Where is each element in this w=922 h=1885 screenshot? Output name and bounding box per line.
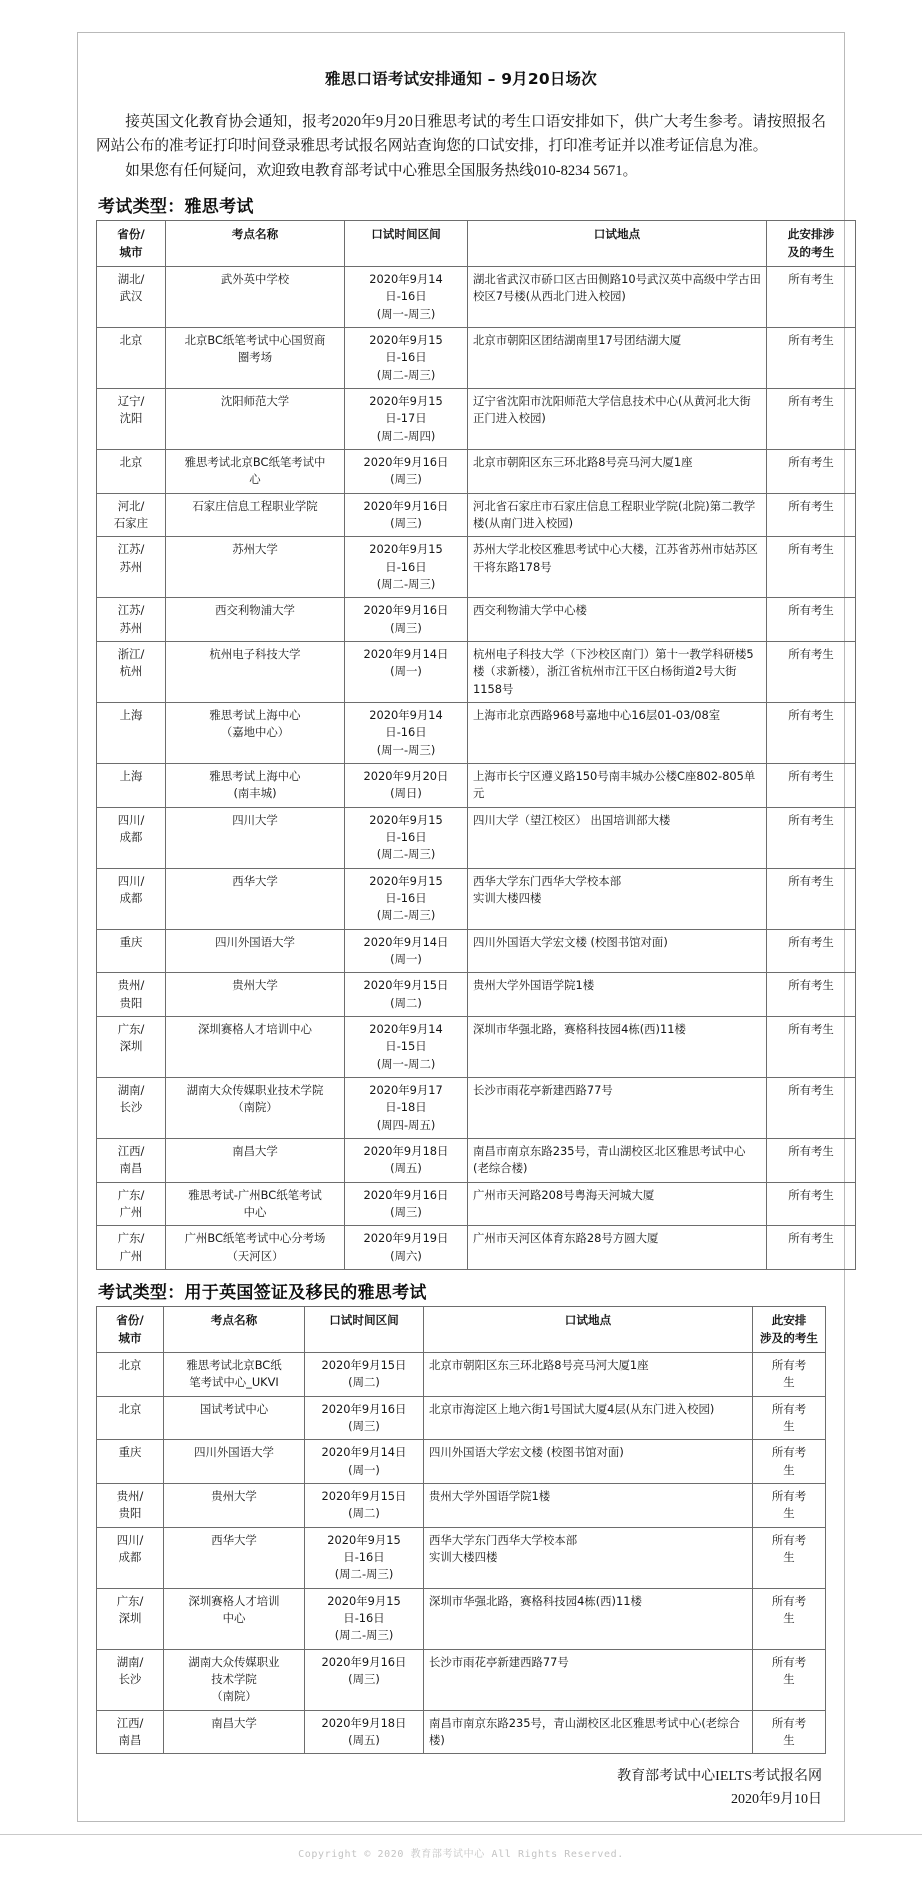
cell-province-city: 重庆 [97, 929, 166, 973]
section-heading-ielts: 考试类型：雅思考试 [98, 196, 254, 216]
cell-site-name: 杭州电子科技大学 [166, 642, 345, 703]
cell-province-city: 广东/ 广州 [97, 1182, 166, 1226]
cell-province-city: 四川/ 成都 [97, 868, 166, 929]
cell-site-name: 北京BC纸笔考试中心国贸商 圈考场 [166, 328, 345, 389]
cell-site-name: 雅思考试-广州BC纸笔考试 中心 [166, 1182, 345, 1226]
table-row [97, 929, 856, 973]
cell-site-name: 苏州大学 [166, 537, 345, 598]
cell-time-range: 2020年9月15 日-16日 (周二-周三) [345, 807, 468, 868]
cell-weekday: (周日) [390, 786, 422, 801]
cell-site-name: 四川大学 [166, 807, 345, 868]
col-cand-line2: 及的考生 [787, 244, 835, 259]
signature-date: 2020年9月10日 [731, 1791, 822, 1807]
cell-time-range: 2020年9月18日 (周五) [345, 1138, 468, 1182]
cell-province-city: 广东/ 广州 [97, 1226, 166, 1270]
cell-time-range: 2020年9月16日 (周三) [345, 598, 468, 642]
cell-candidates: 所有考生 [767, 450, 856, 494]
cell-province-city: 重庆 [97, 1440, 164, 1484]
cell-province-city: 江苏/ 苏州 [97, 598, 166, 642]
table-row [97, 703, 856, 764]
cell-time-range: 2020年9月14日 (周一) [305, 1440, 424, 1484]
table-row [97, 642, 856, 703]
cell-candidates: 所有考生 [767, 1182, 856, 1226]
cell-province-city: 浙江/ 杭州 [97, 642, 166, 703]
table-row [97, 1649, 826, 1710]
table-row [97, 450, 856, 494]
cell-location: 南昌市南京东路235号，青山湖校区北区雅思考试中心(老综合楼) [468, 1138, 767, 1182]
cell-location: 河北省石家庄市石家庄信息工程职业学院(北院)第二教学楼(从南门进入校园) [468, 493, 767, 537]
cell-location: 深圳市华强北路，赛格科技园4栋(西)11楼 [424, 1588, 753, 1649]
cell-location: 北京市朝阳区东三环北路8号亮马河大厦1座 [424, 1353, 753, 1397]
table-row [97, 807, 856, 868]
cell-location: 南昌市南京东路235号，青山湖校区北区雅思考试中心(老综合楼) [424, 1710, 753, 1754]
cell-location: 贵州大学外国语学院1楼 [468, 973, 767, 1017]
cell-province-city: 江苏/ 苏州 [97, 537, 166, 598]
cell-weekday: (周二-周三) [376, 908, 436, 923]
table-row [97, 1138, 856, 1182]
page-title: 雅思口语考试安排通知 – 9月20日场次 [325, 70, 597, 88]
table-row [97, 1182, 856, 1226]
cell-province-city: 江西/ 南昌 [97, 1710, 164, 1754]
cell-time-range: 2020年9月15 日-16日 (周二-周三) [345, 328, 468, 389]
cell-province-city: 北京 [97, 1396, 164, 1440]
cell-candidates: 所有考生 [767, 703, 856, 764]
cell-candidates: 所有考生 [767, 1077, 856, 1138]
cell-province-city: 广东/ 深圳 [97, 1016, 166, 1077]
cell-weekday: (周一-周二) [376, 1056, 436, 1071]
table-row [97, 267, 856, 328]
cell-location: 长沙市雨花亭新建西路77号 [424, 1649, 753, 1710]
cell-location: 湖北省武汉市硚口区古田侧路10号武汉英中高级中学古田校区7号楼(从西北门进入校园) [468, 267, 767, 328]
cell-location: 苏州大学北校区雅思考试中心大楼，江苏省苏州市姑苏区干将东路178号 [468, 537, 767, 598]
table-row [97, 764, 856, 808]
cell-province-city: 北京 [97, 1353, 164, 1397]
cell-weekday: (周一) [348, 1462, 380, 1477]
cell-site-name: 深圳赛格人才培训 中心 [164, 1588, 305, 1649]
cell-candidates: 所有考生 [767, 1016, 856, 1077]
cell-province-city: 江西/ 南昌 [97, 1138, 166, 1182]
col-prov-line2: 城市 [118, 1330, 142, 1345]
cell-candidates: 所有考生 [767, 642, 856, 703]
cell-candidates: 所有考生 [767, 328, 856, 389]
cell-site-name: 雅思考试北京BC纸 笔考试中心_UKVI [164, 1353, 305, 1397]
table-row [97, 493, 856, 537]
cell-site-name: 沈阳师范大学 [166, 389, 345, 450]
cell-location: 长沙市雨花亭新建西路77号 [468, 1077, 767, 1138]
col-cand-line1: 此安排 [771, 1312, 807, 1327]
cell-time-range: 2020年9月16日 (周三) [305, 1396, 424, 1440]
cell-weekday: (周二-周四) [376, 428, 436, 443]
cell-weekday: (周一) [390, 951, 422, 966]
cell-location: 四川外国语大学宏文楼 (校图书馆对面) [424, 1440, 753, 1484]
cell-site-name: 西交利物浦大学 [166, 598, 345, 642]
cell-weekday: (周二-周三) [376, 577, 436, 592]
cell-time-range: 2020年9月16日 (周三) [345, 1182, 468, 1226]
column-header-province-city [97, 1306, 164, 1352]
signature-org: 教育部考试中心IELTS考试报名网 [617, 1769, 822, 1785]
schedule-table-ielts-body [97, 267, 856, 1270]
cell-site-name: 深圳赛格人才培训中心 [166, 1016, 345, 1077]
cell-candidates: 所有考生 [767, 537, 856, 598]
section-heading-ukvi: 考试类型：用于英国签证及移民的雅思考试 [98, 1282, 427, 1302]
schedule-table-ielts [96, 220, 856, 1270]
cell-weekday: (周五) [390, 1161, 422, 1176]
cell-location: 上海市长宁区遵义路150号南丰城办公楼C座802-805单元 [468, 764, 767, 808]
cell-time-range: 2020年9月14 日-16日 (周一-周三) [345, 703, 468, 764]
column-header-candidates [753, 1306, 826, 1352]
document-page [77, 32, 845, 1822]
table-row [97, 1710, 826, 1754]
cell-time-range: 2020年9月15 日-16日 (周二-周三) [305, 1527, 424, 1588]
cell-location: 西交利物浦大学中心楼 [468, 598, 767, 642]
cell-site-name: 四川外国语大学 [166, 929, 345, 973]
cell-candidates: 所有考生 [767, 868, 856, 929]
table-row [97, 1440, 826, 1484]
cell-province-city: 辽宁/ 沈阳 [97, 389, 166, 450]
cell-province-city: 四川/ 成都 [97, 1527, 164, 1588]
table-row [97, 1226, 856, 1270]
cell-time-range: 2020年9月15日 (周二) [305, 1353, 424, 1397]
cell-province-city: 贵州/ 贵阳 [97, 1484, 164, 1528]
cell-candidates: 所有考生 [767, 267, 856, 328]
cell-weekday: (周一-周三) [376, 742, 436, 757]
schedule-table-ukvi-body [97, 1353, 826, 1754]
cell-candidates: 所有考生 [767, 929, 856, 973]
cell-time-range: 2020年9月15 日-16日 (周二-周三) [305, 1588, 424, 1649]
column-header-site-name: 考点名称 [164, 1306, 305, 1352]
cell-time-range: 2020年9月15 日-17日 (周二-周四) [345, 389, 468, 450]
cell-location: 上海市北京西路968号嘉地中心16层01-03/08室 [468, 703, 767, 764]
cell-province-city: 湖南/ 长沙 [97, 1077, 166, 1138]
col-cand-line2: 涉及的考生 [760, 1330, 818, 1345]
cell-weekday: (周二) [390, 995, 422, 1010]
cell-time-range: 2020年9月14日 (周一) [345, 929, 468, 973]
cell-time-range: 2020年9月15 日-16日 (周二-周三) [345, 537, 468, 598]
col-prov-line2: 城市 [119, 244, 143, 259]
cell-site-name: 贵州大学 [166, 973, 345, 1017]
cell-weekday: (周三) [390, 620, 422, 635]
cell-candidates: 所有考 生 [753, 1588, 826, 1649]
schedule-table-ukvi [96, 1306, 826, 1754]
cell-time-range: 2020年9月16日 (周三) [345, 493, 468, 537]
column-header-candidates [767, 220, 856, 266]
cell-province-city: 四川/ 成都 [97, 807, 166, 868]
cell-site-name: 雅思考试上海中心 （嘉地中心） [166, 703, 345, 764]
cell-province-city: 上海 [97, 703, 166, 764]
cell-location: 西华大学东门西华大学校本部 实训大楼四楼 [468, 868, 767, 929]
intro-paragraph-2: 如果您有任何疑问，欢迎致电教育部考试中心雅思全国服务热线010-8234 5671。 [125, 163, 638, 180]
cell-time-range: 2020年9月18日 (周五) [305, 1710, 424, 1754]
cell-time-range: 2020年9月19日 (周六) [345, 1226, 468, 1270]
cell-province-city: 广东/ 深圳 [97, 1588, 164, 1649]
cell-site-name: 南昌大学 [166, 1138, 345, 1182]
cell-site-name: 南昌大学 [164, 1710, 305, 1754]
cell-candidates: 所有考生 [767, 807, 856, 868]
cell-site-name: 武外英中学校 [166, 267, 345, 328]
cell-province-city: 北京 [97, 450, 166, 494]
cell-weekday: (周三) [390, 1204, 422, 1219]
cell-candidates: 所有考生 [767, 598, 856, 642]
cell-weekday: (周二-周三) [376, 367, 436, 382]
cell-time-range: 2020年9月16日 (周三) [305, 1649, 424, 1710]
cell-weekday: (周一-周三) [376, 306, 436, 321]
footer-divider [0, 1834, 922, 1835]
table-row [97, 389, 856, 450]
cell-location: 广州市天河路208号粤海天河城大厦 [468, 1182, 767, 1226]
cell-time-range: 2020年9月14日 (周一) [345, 642, 468, 703]
cell-candidates: 所有考生 [767, 764, 856, 808]
cell-candidates: 所有考 生 [753, 1396, 826, 1440]
cell-time-range: 2020年9月15日 (周二) [305, 1484, 424, 1528]
cell-site-name: 贵州大学 [164, 1484, 305, 1528]
col-prov-line1: 省份/ [116, 1312, 144, 1327]
cell-location: 辽宁省沈阳市沈阳师范大学信息技术中心(从黄河北大街正门进入校园) [468, 389, 767, 450]
cell-candidates: 所有考 生 [753, 1484, 826, 1528]
cell-site-name: 四川外国语大学 [164, 1440, 305, 1484]
cell-province-city: 湖北/ 武汉 [97, 267, 166, 328]
cell-time-range: 2020年9月15 日-16日 (周二-周三) [345, 868, 468, 929]
cell-candidates: 所有考 生 [753, 1527, 826, 1588]
cell-site-name: 西华大学 [164, 1527, 305, 1588]
cell-province-city: 上海 [97, 764, 166, 808]
cell-candidates: 所有考生 [767, 493, 856, 537]
cell-location: 北京市海淀区上地六街1号国试大厦4层(从东门进入校园) [424, 1396, 753, 1440]
column-header-time-range: 口试时间区间 [305, 1306, 424, 1352]
cell-weekday: (周二) [348, 1506, 380, 1521]
table-row [97, 598, 856, 642]
table-header-row [97, 1306, 826, 1352]
cell-location: 北京市朝阳区团结湖南里17号团结湖大厦 [468, 328, 767, 389]
cell-time-range: 2020年9月16日 (周三) [345, 450, 468, 494]
cell-candidates: 所有考生 [767, 389, 856, 450]
table-row [97, 537, 856, 598]
cell-location: 四川大学（望江校区） 出国培训部大楼 [468, 807, 767, 868]
table-row [97, 328, 856, 389]
table-row [97, 1588, 826, 1649]
cell-weekday: (周三) [390, 516, 422, 531]
cell-site-name: 西华大学 [166, 868, 345, 929]
cell-time-range: 2020年9月15日 (周二) [345, 973, 468, 1017]
table-row [97, 973, 856, 1017]
table-row [97, 1016, 856, 1077]
cell-weekday: (周二-周三) [334, 1567, 394, 1582]
table-row [97, 1077, 856, 1138]
cell-time-range: 2020年9月14 日-16日 (周一-周三) [345, 267, 468, 328]
cell-location: 杭州电子科技大学（下沙校区南门）第十一教学科研楼5楼（求新楼），浙江省杭州市江干区白杨街道2号大街1158号 [468, 642, 767, 703]
table-row [97, 1353, 826, 1397]
cell-location: 四川外国语大学宏文楼 (校图书馆对面) [468, 929, 767, 973]
col-cand-line1: 此安排涉 [787, 226, 835, 241]
intro-paragraph-1: 接英国文化教育协会通知，报考2020年9月20日雅思考试的考生口语安排如下，供广大考生参考。请按照报名网站公布的准考证打印时间登录雅思考试报名网站查询您的口试安排，打印准考证并以准考证信息为准。 [96, 114, 826, 154]
table-row [97, 1484, 826, 1528]
col-prov-line1: 省份/ [117, 226, 145, 241]
cell-site-name: 湖南大众传媒职业 技术学院 （南院） [164, 1649, 305, 1710]
cell-time-range: 2020年9月17 日-18日 (周四-周五) [345, 1077, 468, 1138]
cell-weekday: (周六) [390, 1248, 422, 1263]
column-header-location: 口试地点 [424, 1306, 753, 1352]
cell-location: 北京市朝阳区东三环北路8号亮马河大厦1座 [468, 450, 767, 494]
column-header-location: 口试地点 [468, 220, 767, 266]
cell-province-city: 河北/ 石家庄 [97, 493, 166, 537]
cell-candidates: 所有考生 [767, 973, 856, 1017]
cell-weekday: (周五) [348, 1733, 380, 1748]
table-row [97, 1396, 826, 1440]
cell-site-name: 石家庄信息工程职业学院 [166, 493, 345, 537]
cell-site-name: 广州BC纸笔考试中心分考场 （天河区） [166, 1226, 345, 1270]
cell-weekday: (周二-周三) [334, 1628, 394, 1643]
table-row [97, 1527, 826, 1588]
cell-weekday: (周三) [390, 472, 422, 487]
cell-candidates: 所有考生 [767, 1138, 856, 1182]
cell-candidates: 所有考 生 [753, 1710, 826, 1754]
cell-time-range: 2020年9月14 日-15日 (周一-周二) [345, 1016, 468, 1077]
cell-time-range: 2020年9月20日 (周日) [345, 764, 468, 808]
cell-weekday: (周三) [348, 1672, 380, 1687]
cell-weekday: (周一) [390, 664, 422, 679]
copyright-text: Copyright © 2020 教育部考试中心 All Rights Reserved. [298, 1849, 624, 1860]
cell-location: 广州市天河区体育东路28号方圆大厦 [468, 1226, 767, 1270]
cell-location: 贵州大学外国语学院1楼 [424, 1484, 753, 1528]
cell-weekday: (周二-周三) [376, 847, 436, 862]
table-header-row [97, 220, 856, 266]
signature-block [96, 1766, 822, 1811]
column-header-time-range: 口试时间区间 [345, 220, 468, 266]
cell-site-name: 国试考试中心 [164, 1396, 305, 1440]
column-header-province-city [97, 220, 166, 266]
cell-candidates: 所有考 生 [753, 1440, 826, 1484]
cell-location: 西华大学东门西华大学校本部 实训大楼四楼 [424, 1527, 753, 1588]
cell-site-name: 雅思考试北京BC纸笔考试中 心 [166, 450, 345, 494]
cell-province-city: 湖南/ 长沙 [97, 1649, 164, 1710]
cell-site-name: 湖南大众传媒职业技术学院 （南院） [166, 1077, 345, 1138]
cell-site-name: 雅思考试上海中心 (南丰城) [166, 764, 345, 808]
cell-province-city: 北京 [97, 328, 166, 389]
column-header-site-name: 考点名称 [166, 220, 345, 266]
cell-location: 深圳市华强北路，赛格科技园4栋(西)11楼 [468, 1016, 767, 1077]
cell-weekday: (周四-周五) [376, 1117, 436, 1132]
cell-province-city: 贵州/ 贵阳 [97, 973, 166, 1017]
cell-candidates: 所有考 生 [753, 1353, 826, 1397]
cell-weekday: (周二) [348, 1375, 380, 1390]
cell-candidates: 所有考生 [767, 1226, 856, 1270]
cell-weekday: (周三) [348, 1419, 380, 1434]
table-row [97, 868, 856, 929]
cell-candidates: 所有考 生 [753, 1649, 826, 1710]
